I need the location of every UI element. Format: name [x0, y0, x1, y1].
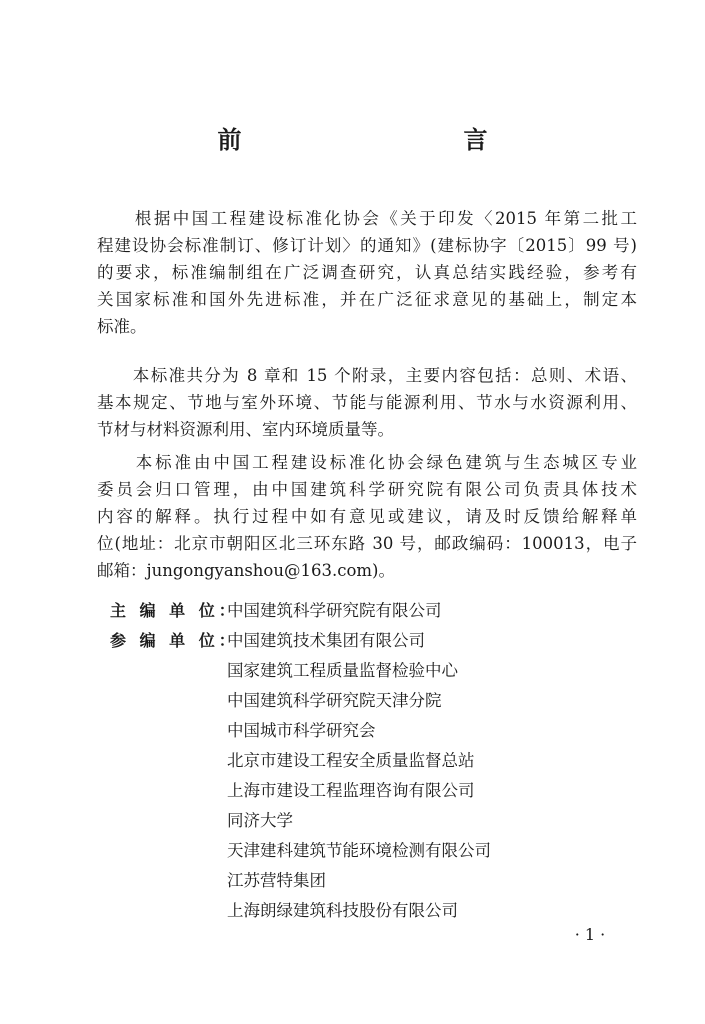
participant-row: [110, 836, 491, 866]
paragraph-3: [97, 449, 637, 584]
text-line: 基本规定、节地与室外环境、节能与能源利用、节水与水资源利用、: [97, 393, 637, 412]
participant-org: 上海市建设工程监理咨询有限公司: [227, 781, 475, 800]
text-line: 根据中国工程建设标准化协会《关于印发〈2015 年第二批工: [97, 209, 637, 228]
participant-org: 中国建筑技术集团有限公司: [227, 631, 425, 650]
text-line: 本标准共分为 8 章和 15 个附录，主要内容包括：总则、术语、: [97, 366, 637, 385]
participant-org: 中国城市科学研究会: [227, 721, 376, 740]
participant-row: [110, 896, 491, 926]
text-line: 程建设协会标准制订、修订计划〉的通知》(建标协字〔2015〕99 号): [97, 236, 637, 255]
participant-row: [110, 626, 491, 656]
page-number: · 1 ·: [574, 925, 606, 944]
text-line: 关国家标准和国外先进标准，并在广泛征求意见的基础上，制定本: [97, 290, 637, 309]
organizations-list: [110, 596, 491, 926]
text-line: 本标准由中国工程建设标准化协会绿色建筑与生态城区专业: [97, 453, 637, 472]
participant-row: [110, 656, 491, 686]
text-line: 内容的解释。执行过程中如有意见或建议，请及时反馈给解释单: [97, 507, 637, 526]
participant-row: [110, 686, 491, 716]
page-title: 前 言: [217, 126, 546, 154]
participant-org: 上海朗绿建筑科技股份有限公司: [227, 901, 458, 920]
participant-row: [110, 776, 491, 806]
text-line: 标准。: [97, 317, 147, 336]
text-line: 邮箱：jungongyanshou@163.com)。: [97, 561, 395, 580]
chief-editor-org: 中国建筑科学研究院有限公司: [227, 601, 442, 620]
paragraph-1: [97, 205, 637, 340]
participants-label: 参 编 单 位：: [110, 631, 239, 650]
participant-row: [110, 746, 491, 776]
participant-org: 江苏营特集团: [227, 871, 326, 890]
participant-org: 天津建科建筑节能环境检测有限公司: [227, 841, 491, 860]
participant-org: 中国建筑科学研究院天津分院: [227, 691, 442, 710]
paragraph-2: [97, 362, 637, 443]
participant-org: 国家建筑工程质量监督检验中心: [227, 661, 458, 680]
participant-org: 同济大学: [227, 811, 293, 830]
participant-org: 北京市建设工程安全质量监督总站: [227, 751, 475, 770]
chief-editor-label: 主 编 单 位：: [110, 601, 239, 620]
text-line: 的要求，标准编制组在广泛调查研究，认真总结实践经验，参考有: [97, 263, 637, 282]
text-line: 委员会归口管理，由中国建筑科学研究院有限公司负责具体技术: [97, 480, 637, 499]
participant-row: [110, 866, 491, 896]
participant-row: [110, 806, 491, 836]
text-line: 位(地址：北京市朝阳区北三环东路 30 号，邮政编码：100013，电子: [97, 534, 637, 553]
chief-editor-row: [110, 596, 491, 626]
participant-row: [110, 716, 491, 746]
text-line: 节材与材料资源利用、室内环境质量等。: [97, 420, 394, 439]
